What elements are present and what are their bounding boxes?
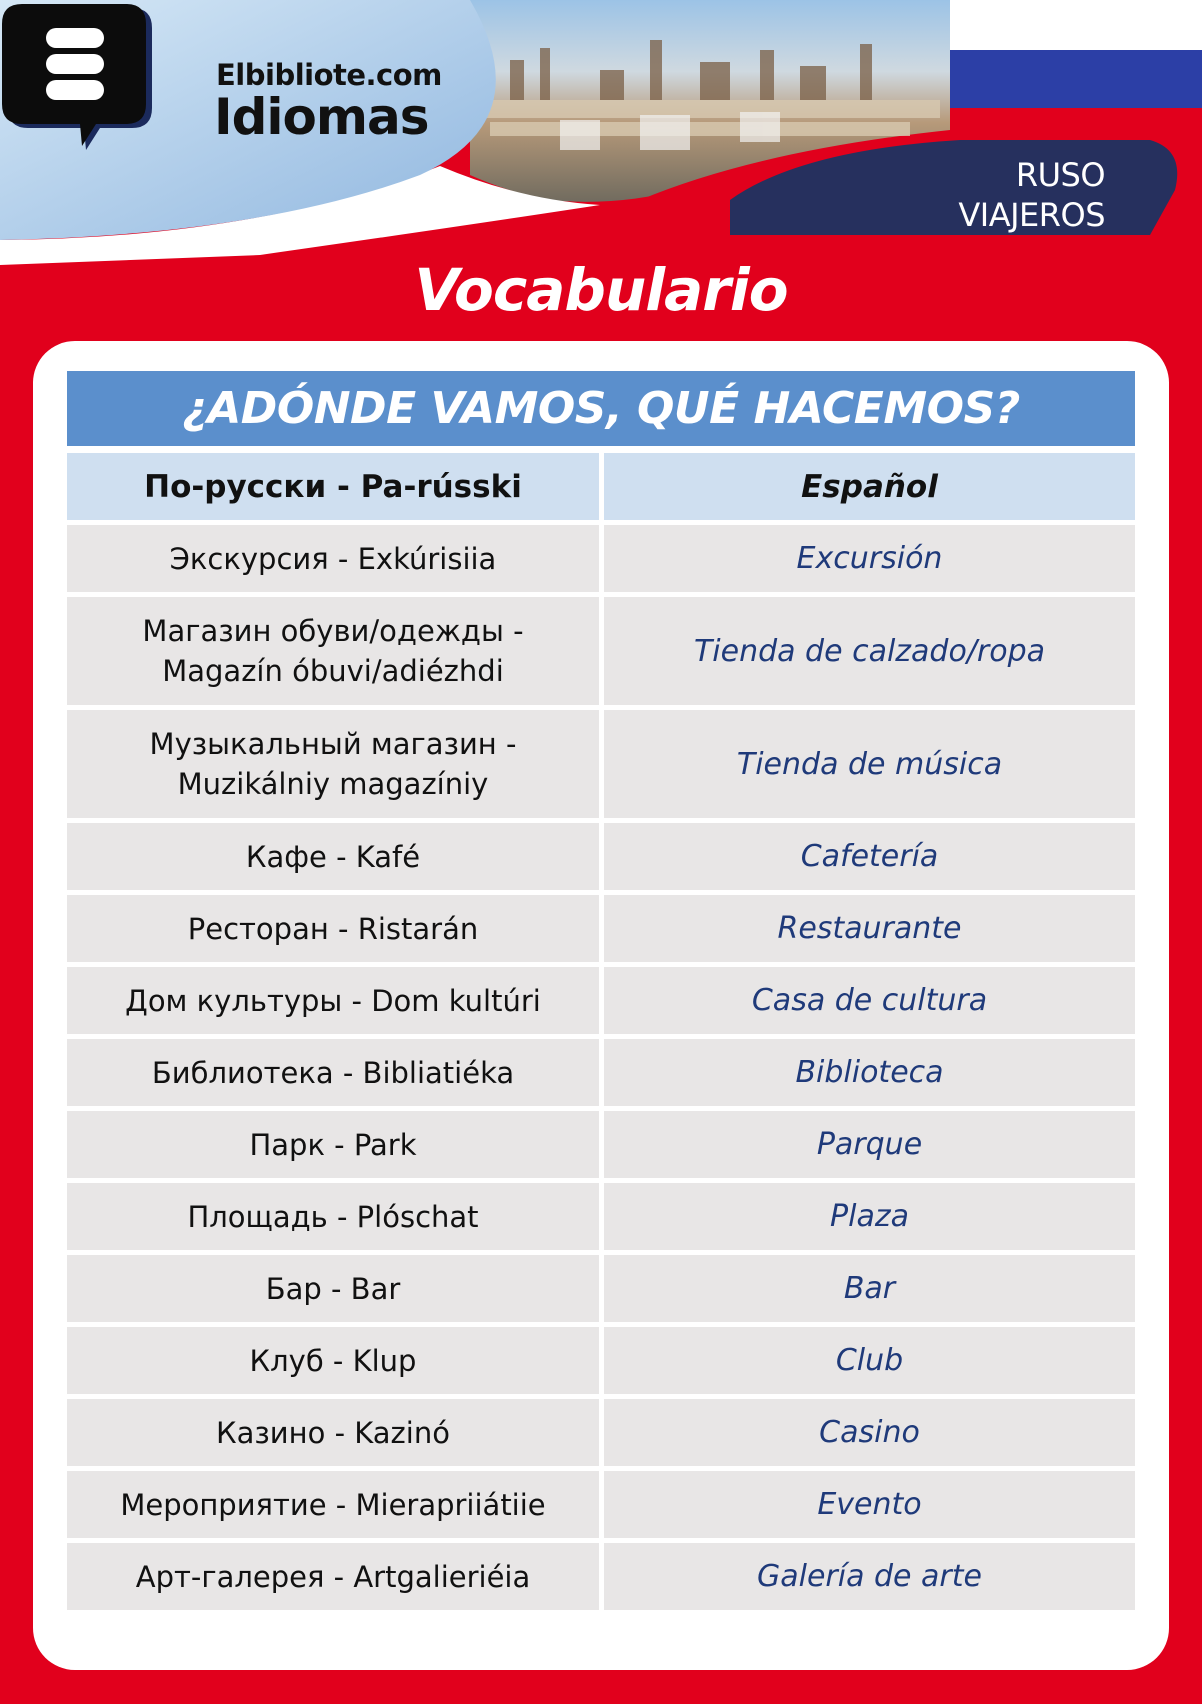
table-row <box>67 710 1135 818</box>
spanish-term: Casa de cultura <box>604 967 1135 1034</box>
table-row <box>67 1399 1135 1466</box>
table-row <box>67 1255 1135 1322</box>
spanish-term: Restaurante <box>604 895 1135 962</box>
language-label: RUSO <box>1015 156 1105 194</box>
table-banner: ¿ADÓNDE VAMOS, QUÉ HACEMOS? <box>67 371 1135 446</box>
russian-term: Ресторан - Ristarán <box>67 895 599 962</box>
russian-term: Экскурсия - Exkúrisiia <box>67 525 599 592</box>
russian-term: Магазин обуви/одежды - Magazín óbuvi/adiézhdi <box>67 597 599 705</box>
table-row <box>67 895 1135 962</box>
russian-term: Казино - Kazinó <box>67 1399 599 1466</box>
table-row <box>67 1327 1135 1394</box>
spanish-term: Bar <box>604 1255 1135 1322</box>
table-header-row <box>67 453 1135 520</box>
level-label: VIAJEROS <box>958 196 1105 234</box>
table-row <box>67 597 1135 705</box>
header <box>0 0 1202 265</box>
table-row <box>67 1183 1135 1250</box>
column-header-spanish: Español <box>604 453 1135 520</box>
russian-term: Арт-галерея - Artgalieriéia <box>67 1543 599 1610</box>
russian-term: Площадь - Plóschat <box>67 1183 599 1250</box>
spanish-term: Tienda de calzado/ropa <box>604 597 1135 705</box>
table-row <box>67 967 1135 1034</box>
spanish-term: Excursión <box>604 525 1135 592</box>
spanish-term: Casino <box>604 1399 1135 1466</box>
russian-term: Музыкальный магазин - Muzikálniy magazíniy <box>67 710 599 818</box>
spanish-term: Parque <box>604 1111 1135 1178</box>
spanish-term: Galería de arte <box>604 1543 1135 1610</box>
vocabulary-table <box>67 371 1135 1615</box>
page-title: Vocabulario <box>414 256 788 324</box>
column-header-russian: По-русски - Pa-rússki <box>67 453 599 520</box>
table-row <box>67 1471 1135 1538</box>
spanish-term: Evento <box>604 1471 1135 1538</box>
spanish-term: Biblioteca <box>604 1039 1135 1106</box>
table-row <box>67 1111 1135 1178</box>
russian-term: Библиотека - Bibliatiéka <box>67 1039 599 1106</box>
logo-brand-name: Idiomas <box>214 88 429 146</box>
spanish-term: Cafetería <box>604 823 1135 890</box>
spanish-term: Tienda de música <box>604 710 1135 818</box>
russian-term: Мероприятие - Mierapriiátiie <box>67 1471 599 1538</box>
table-row <box>67 525 1135 592</box>
logo-site-name: Elbibliote.com <box>216 58 442 92</box>
russian-term: Клуб - Klup <box>67 1327 599 1394</box>
chat-bubble-logo-icon <box>0 0 160 156</box>
vocabulary-card <box>33 341 1169 1670</box>
table-row <box>67 1543 1135 1610</box>
table-row <box>67 1039 1135 1106</box>
table-row <box>67 823 1135 890</box>
spanish-term: Club <box>604 1327 1135 1394</box>
russian-term: Кафе - Kafé <box>67 823 599 890</box>
russian-term: Бар - Bar <box>67 1255 599 1322</box>
russian-term: Парк - Park <box>67 1111 599 1178</box>
spanish-term: Plaza <box>604 1183 1135 1250</box>
russian-term: Дом культуры - Dom kultúri <box>67 967 599 1034</box>
